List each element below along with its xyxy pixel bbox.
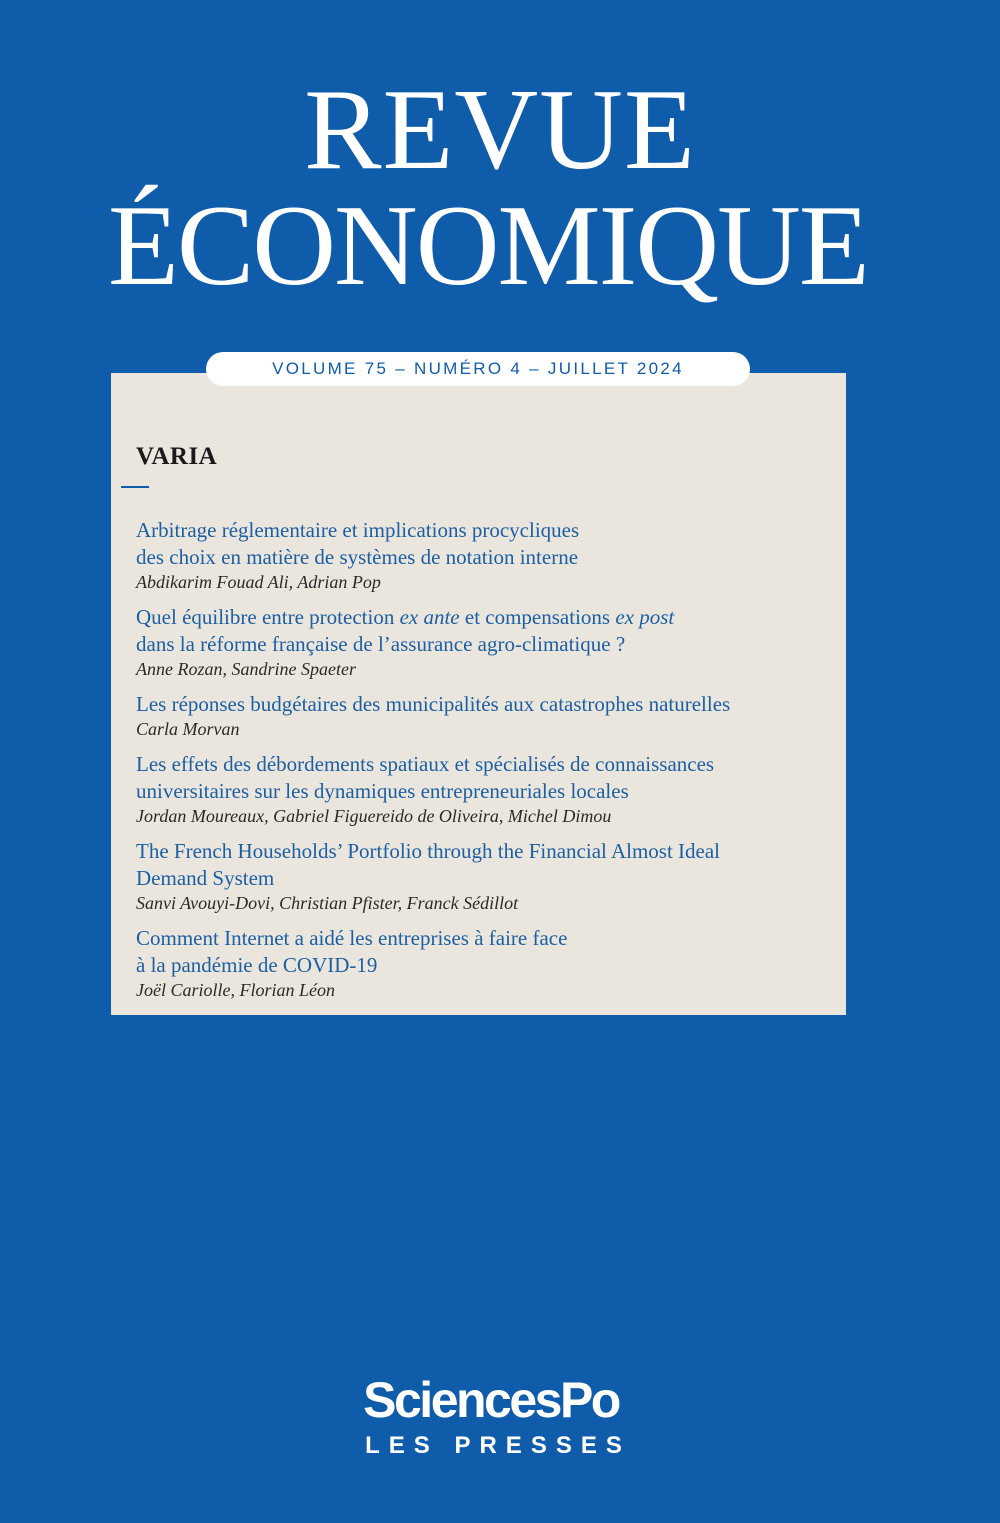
article-title-line: des choix en matière de systèmes de notation interne	[136, 545, 579, 569]
title-segment-italic: ex post	[615, 605, 675, 629]
issue-info-badge: VOLUME 75 – NUMÉRO 4 – JUILLET 2024	[206, 352, 750, 386]
title-segment-italic: ex ante	[399, 605, 460, 629]
article-title-line: Comment Internet a aidé les entreprises à faire face	[136, 926, 568, 950]
article-list	[136, 517, 826, 1012]
section-heading: VARIA	[136, 443, 218, 470]
article-authors: Jordan Moureaux, Gabriel Figuereido de Oliveira, Michel Dimou	[136, 806, 612, 826]
article-title-line	[136, 604, 826, 631]
article-item	[136, 517, 826, 593]
publisher-logo	[0, 1372, 1000, 1460]
section-divider	[121, 486, 149, 488]
article-authors: Abdikarim Fouad Ali, Adrian Pop	[136, 572, 381, 592]
article-title-line: Demand System	[136, 866, 275, 890]
article-title-line: universitaires sur les dynamiques entrepreneuriales locales	[136, 779, 629, 803]
publisher-name: SciencesPo	[363, 1372, 619, 1428]
article-item	[136, 691, 826, 740]
title-segment: et compensations	[459, 605, 616, 629]
article-title-line: The French Households’ Portfolio through the Financial Almost Ideal	[136, 839, 721, 863]
journal-title-line-2: ÉCONOMIQUE	[108, 182, 868, 310]
journal-title-line-1: REVUE	[304, 66, 696, 194]
article-authors: Anne Rozan, Sandrine Spaeter	[136, 659, 356, 679]
title-segment: Quel équilibre entre protection	[136, 605, 400, 629]
article-authors: Sanvi Avouyi-Dovi, Christian Pfister, Franck Sédillot	[136, 893, 519, 913]
article-authors: Joël Cariolle, Florian Léon	[136, 980, 335, 1000]
article-title-line: Les réponses budgétaires des municipalités aux catastrophes naturelles	[136, 692, 731, 716]
article-authors: Carla Morvan	[136, 719, 240, 739]
article-title-line: dans la réforme française de l’assurance agro-climatique ?	[136, 632, 626, 656]
article-item	[136, 751, 826, 827]
publisher-subtitle: LES PRESSES	[365, 1432, 631, 1459]
article-item	[136, 604, 826, 680]
article-title-line: Les effets des débordements spatiaux et spécialisés de connaissances	[136, 752, 715, 776]
article-title-line: Arbitrage réglementaire et implications procycliques	[136, 518, 580, 542]
article-title-line: à la pandémie de COVID-19	[136, 953, 378, 977]
article-item	[136, 838, 826, 914]
article-item	[136, 925, 826, 1001]
